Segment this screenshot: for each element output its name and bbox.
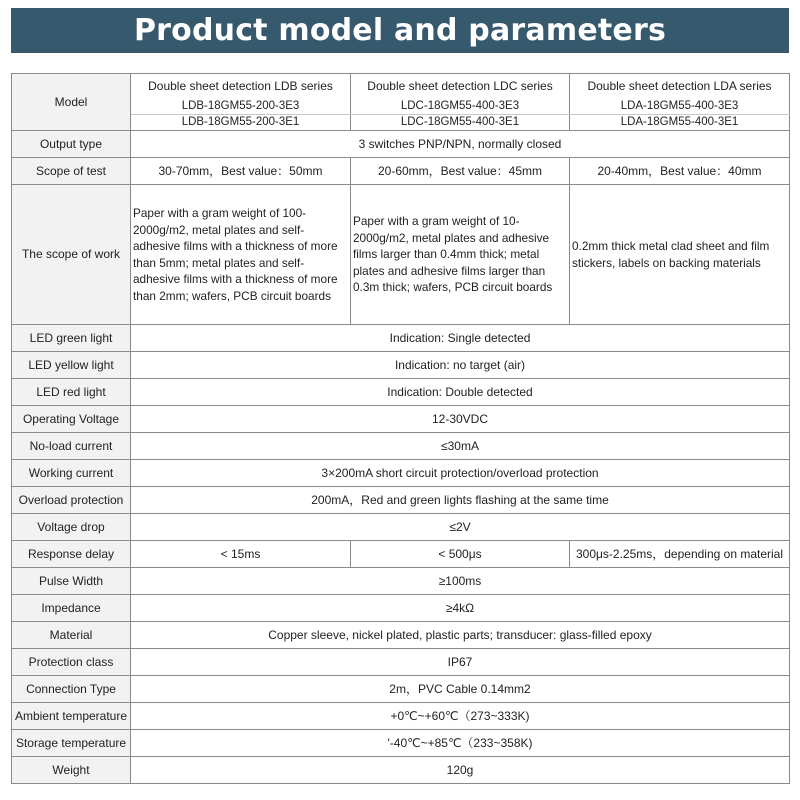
label-weight: Weight [12, 757, 131, 784]
label-ambient-temperature: Ambient temperature [12, 703, 131, 730]
model-lda-3e3: LDA-18GM55-400-3E3 [570, 99, 790, 115]
label-led-green: LED green light [12, 325, 131, 352]
row-ambient-temperature [12, 703, 790, 730]
label-overload-protection: Overload protection [12, 487, 131, 514]
model-lda-3e1: LDA-18GM55-400-3E1 [570, 115, 790, 131]
value-led-red: Indication: Double detected [131, 379, 790, 406]
row-output-type [12, 131, 790, 158]
row-scope-of-test [12, 158, 790, 185]
label-output-type: Output type [12, 131, 131, 158]
row-led-yellow [12, 352, 790, 379]
label-operating-voltage: Operating Voltage [12, 406, 131, 433]
label-working-current: Working current [12, 460, 131, 487]
value-no-load-current: ≤30mA [131, 433, 790, 460]
label-connection-type: Connection Type [12, 676, 131, 703]
row-impedance [12, 595, 790, 622]
value-output-type: 3 switches PNP/NPN, normally closed [131, 131, 790, 158]
label-pulse-width: Pulse Width [12, 568, 131, 595]
row-voltage-drop [12, 514, 790, 541]
model-ldb-3e3: LDB-18GM55-200-3E3 [131, 99, 351, 115]
value-protection-class: IP67 [131, 649, 790, 676]
model-ldc-3e1: LDC-18GM55-400-3E1 [351, 115, 570, 131]
row-material [12, 622, 790, 649]
label-protection-class: Protection class [12, 649, 131, 676]
scope-of-work-ldc: Paper with a gram weight of 10-2000g/m2, metal plates and adhesive films larger than 0.4mm thick; metal plates and adhesive films larger than 0.3m thick; wafers, PCB circuit boards [351, 185, 570, 325]
spec-table [11, 73, 790, 784]
label-no-load-current: No-load current [12, 433, 131, 460]
label-model: Model [12, 74, 131, 131]
series-name-lda: Double sheet detection LDA series [570, 74, 790, 100]
row-model-header [12, 74, 790, 100]
series-name-ldc: Double sheet detection LDC series [351, 74, 570, 100]
label-scope-of-work: The scope of work [12, 185, 131, 325]
label-voltage-drop: Voltage drop [12, 514, 131, 541]
value-pulse-width: ≥100ms [131, 568, 790, 595]
value-ambient-temperature: +0℃~+60℃（273~333K) [131, 703, 790, 730]
value-working-current: 3×200mA short circuit protection/overload protection [131, 460, 790, 487]
row-working-current [12, 460, 790, 487]
label-led-red: LED red light [12, 379, 131, 406]
label-storage-temperature: Storage temperature [12, 730, 131, 757]
row-protection-class [12, 649, 790, 676]
value-connection-type: 2m，PVC Cable 0.14mm2 [131, 676, 790, 703]
value-led-yellow: Indication: no target (air) [131, 352, 790, 379]
value-material: Copper sleeve, nickel plated, plastic parts; transducer: glass-filled epoxy [131, 622, 790, 649]
scope-of-work-lda: 0.2mm thick metal clad sheet and film stickers, labels on backing materials [570, 185, 790, 325]
series-name-ldb: Double sheet detection LDB series [131, 74, 351, 100]
value-led-green: Indication: Single detected [131, 325, 790, 352]
row-no-load-current [12, 433, 790, 460]
model-ldb-3e1: LDB-18GM55-200-3E1 [131, 115, 351, 131]
label-impedance: Impedance [12, 595, 131, 622]
scope-of-work-ldb: Paper with a gram weight of 100-2000g/m2, metal plates and self-adhesive films with a thickness of more than 5mm; metal plates and self-adhesive films with a thickness of more than 2mm; wafers, PCB circuit boards [131, 185, 351, 325]
response-delay-lda: 300μs-2.25ms，depending on material [570, 541, 790, 568]
row-scope-of-work [12, 185, 790, 325]
value-weight: 120g [131, 757, 790, 784]
row-weight [12, 757, 790, 784]
scope-of-test-ldb: 30-70mm，Best value：50mm [131, 158, 351, 185]
row-storage-temperature [12, 730, 790, 757]
row-operating-voltage [12, 406, 790, 433]
row-overload-protection [12, 487, 790, 514]
label-material: Material [12, 622, 131, 649]
value-overload-protection: 200mA，Red and green lights flashing at the same time [131, 487, 790, 514]
value-impedance: ≥4kΩ [131, 595, 790, 622]
response-delay-ldc: < 500μs [351, 541, 570, 568]
page-title-banner [11, 8, 789, 53]
scope-of-test-lda: 20-40mm，Best value：40mm [570, 158, 790, 185]
value-storage-temperature: '-40℃~+85℃（233~358K) [131, 730, 790, 757]
row-led-red [12, 379, 790, 406]
response-delay-ldb: < 15ms [131, 541, 351, 568]
label-scope-of-test: Scope of test [12, 158, 131, 185]
value-voltage-drop: ≤2V [131, 514, 790, 541]
label-response-delay: Response delay [12, 541, 131, 568]
row-response-delay [12, 541, 790, 568]
row-connection-type [12, 676, 790, 703]
value-operating-voltage: 12-30VDC [131, 406, 790, 433]
row-led-green [12, 325, 790, 352]
page-title: Product model and parameters [133, 13, 667, 48]
label-led-yellow: LED yellow light [12, 352, 131, 379]
scope-of-test-ldc: 20-60mm，Best value：45mm [351, 158, 570, 185]
row-pulse-width [12, 568, 790, 595]
model-ldc-3e3: LDC-18GM55-400-3E3 [351, 99, 570, 115]
